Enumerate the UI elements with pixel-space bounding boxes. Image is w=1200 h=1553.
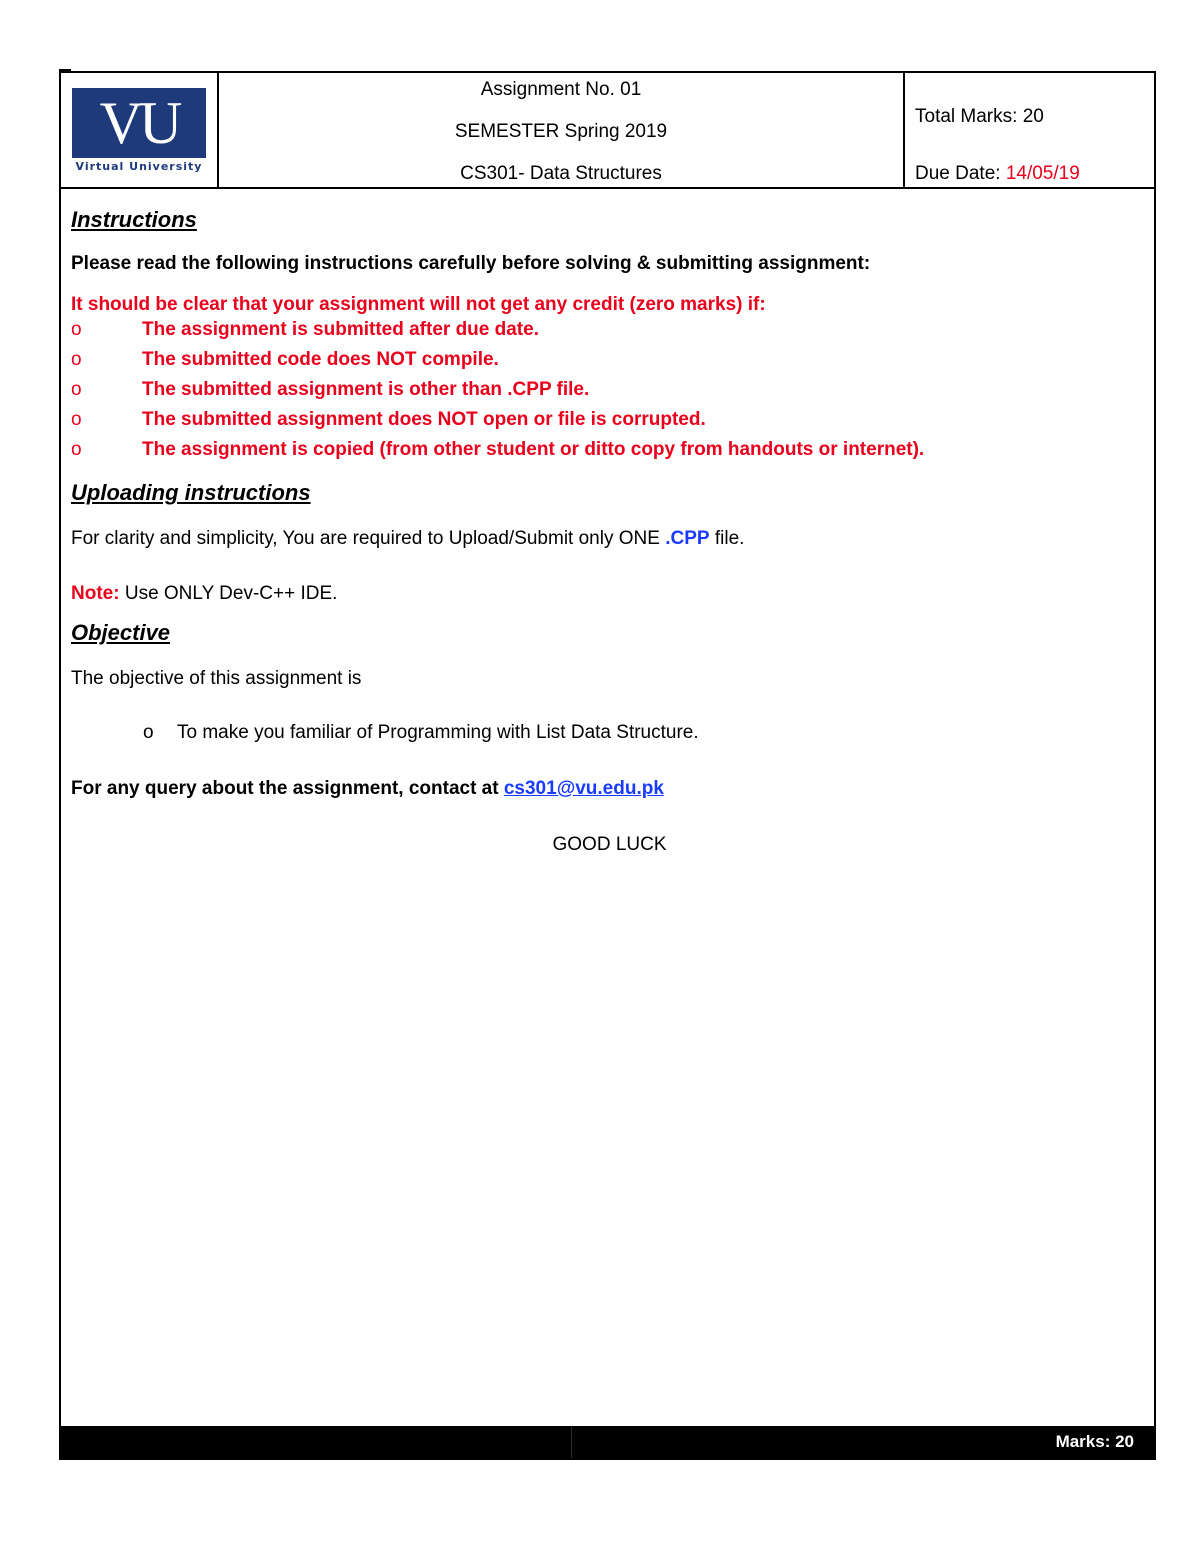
list-item xyxy=(71,315,1144,345)
uploading-text-after: file. xyxy=(709,528,745,549)
objective-item-text: To make you familiar of Programming with List Data Structure. xyxy=(177,722,699,743)
contact-text: For any query about the assignment, contact at xyxy=(71,778,504,799)
list-item xyxy=(71,435,1144,465)
title-cell xyxy=(219,73,905,187)
uploading-text-before: For clarity and simplicity, You are required to Upload/Submit only ONE xyxy=(71,528,666,549)
list-item-text: The submitted code does NOT compile. xyxy=(142,349,499,370)
objective-item xyxy=(71,722,1144,744)
instructions-warning: It should be clear that your assignment will not get any credit (zero marks) if: xyxy=(71,294,766,315)
list-item-text: The assignment is copied (from other student or ditto copy from handouts or internet). xyxy=(142,439,925,460)
document-frame xyxy=(59,71,1156,1460)
vu-logo xyxy=(72,88,206,158)
logo-cell xyxy=(61,73,219,187)
course-title: CS301- Data Structures xyxy=(460,163,662,184)
footer-bar xyxy=(61,1426,1154,1458)
note xyxy=(71,583,1144,605)
list-item-text: The submitted assignment does NOT open or file is corrupted. xyxy=(142,409,706,430)
due-date-value: 14/05/19 xyxy=(1005,163,1080,184)
bullet-marker: o xyxy=(71,409,82,430)
assignment-number: Assignment No. 01 xyxy=(480,79,642,100)
list-item-text: The assignment is submitted after due date. xyxy=(142,319,539,340)
objective-intro: The objective of this assignment is xyxy=(71,668,362,689)
footer-divider xyxy=(571,1426,572,1458)
instructions-list xyxy=(71,315,1144,465)
instructions-heading: Instructions xyxy=(71,207,197,232)
objective-heading: Objective xyxy=(71,620,171,645)
header-table xyxy=(61,73,1154,189)
marks-cell xyxy=(905,73,1154,187)
bullet-marker: o xyxy=(143,722,154,743)
list-item xyxy=(71,345,1144,375)
bullet-marker: o xyxy=(71,349,82,370)
good-luck: GOOD LUCK xyxy=(552,834,667,855)
email-link[interactable]: cs301@vu.edu.pk xyxy=(503,778,664,799)
due-date xyxy=(915,163,1144,185)
logo-caption: Virtual University xyxy=(75,159,203,173)
contact-line xyxy=(71,778,1144,800)
bullet-marker: o xyxy=(71,439,82,460)
bullet-marker: o xyxy=(71,319,82,340)
due-date-label: Due Date: xyxy=(915,163,1001,184)
file-type: .CPP xyxy=(665,528,710,549)
uploading-text xyxy=(71,528,1144,550)
content xyxy=(71,205,1144,856)
logo-letters: VU xyxy=(99,89,179,156)
list-item-text: The submitted assignment is other than .CPP file. xyxy=(142,379,590,400)
note-text: Use ONLY Dev-C++ IDE. xyxy=(119,583,338,604)
uploading-heading: Uploading instructions xyxy=(71,480,311,505)
semester: SEMESTER Spring 2019 xyxy=(454,121,668,142)
note-label: Note: xyxy=(71,583,120,604)
list-item xyxy=(71,405,1144,435)
bullet-marker: o xyxy=(71,379,82,400)
footer-marks: Marks: 20 xyxy=(1055,1432,1134,1451)
instructions-intro: Please read the following instructions carefully before solving & submitting assignment: xyxy=(71,253,871,274)
total-marks: Total Marks: 20 xyxy=(915,106,1044,127)
list-item xyxy=(71,375,1144,405)
